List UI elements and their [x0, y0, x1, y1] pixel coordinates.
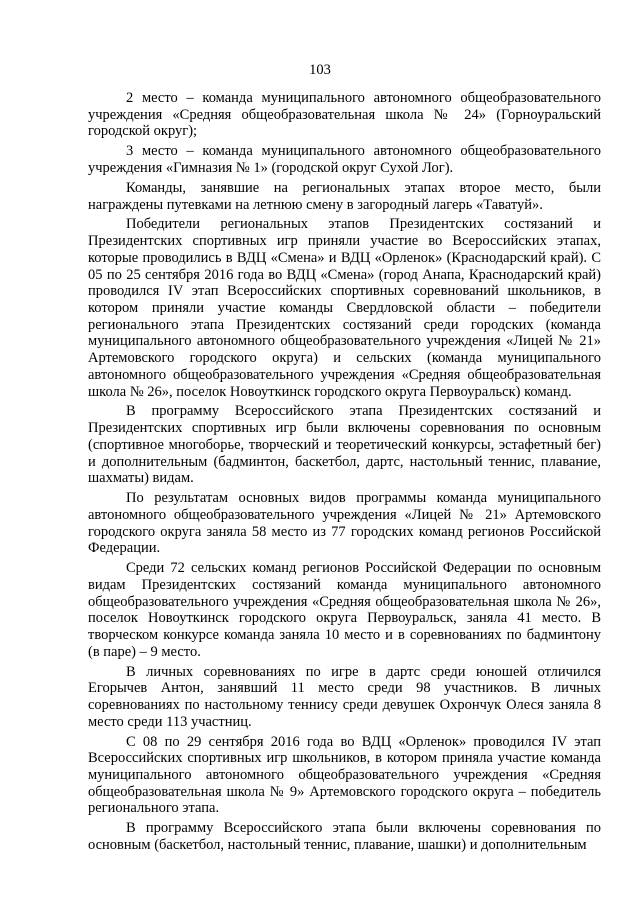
- paragraph-individual-results: В личных соревнованиях по игре в дартс среди юношей отличился Егорычев Антон, занявший 11 место среди 98 участников. В личных соревнованиях по настольному теннису среди девушек Охрончук Олеся заняла 8 место среди 113 участниц.: [88, 663, 601, 730]
- paragraph-program: В программу Всероссийского этапа Президентских состязаний и Президентских спортивных игр были включены соревнования по основным (спортивное многоборье, творческий и теоретический конкурсы, эстафетный бег) и дополнительным (бадминтон, баскетбол, дартс, настольный теннис, плавание, шахматы) видам.: [88, 403, 601, 487]
- paragraph-lyceum-21-results: По результатам основных видов программы команда муниципального автономного общеобразовательного учреждения «Лицей № 21» Артемовского городского округа заняла 58 место из 77 городских команд регионов Российской Федерации.: [88, 490, 601, 557]
- paragraph-camp-vouchers: Команды, занявшие на региональных этапах второе место, были награждены путевками на летнюю смену в загородный лагерь «Таватуй».: [88, 179, 601, 213]
- paragraph-orlenok-program: В программу Всероссийского этапа были включены соревнования по основным (баскетбол, настольный теннис, плавание, шашки) и дополнительным: [88, 820, 601, 853]
- paragraph-second-place: 2 место – команда муниципального автономного общеобразовательного учреждения «Средняя общеобразовательная школа № 24» (Горноуральский городской округ);: [88, 90, 601, 140]
- paragraph-all-russian-stages: Победители региональных этапов Президентских состязаний и Президентских спортивных игр приняли участие во Всероссийских этапах, которые проводились в ВДЦ «Смена» и ВДЦ «Орленок» (Краснодарский край). С 05 по 25 сентября 2016 года во ВДЦ «Смена» (город Анапа, Краснодарский край) проводился IV этап Всероссийских спортивных соревнований школьников, в котором приняли участие команды Свердловской области – победители регионального этапа Президентских состязаний среди городских (команда муниципального автономного общеобразовательного учреждения «Лицей № 21» Артемовского городского округа) и сельских (команда муниципального автономного общеобразовательного учреждения «Средняя общеобразовательная школа № 26», поселок Новоуткинск городского округа Первоуральск) команд.: [88, 216, 601, 400]
- paragraph-orlenok-stage: С 08 по 29 сентября 2016 года во ВДЦ «Орленок» проводился IV этап Всероссийских спортивных игр школьников, в котором приняла участие команда муниципального автономного общеобразовательного учреждения «Средняя общеобразовательная школа № 9» Артемовского городского округа – победитель регионального этапа.: [88, 733, 601, 817]
- paragraph-rural-teams-results: Среди 72 сельских команд регионов Российской Федерации по основным видам Президентских состязаний команда муниципального автономного общеобразовательного учреждения «Средняя общеобразовательная школа № 26», поселок Новоуткинск городского округа Первоуральск, заняла 41 место. В творческом конкурсе команда заняла 10 место и в соревнованиях по бадминтону (в паре) – 9 место.: [88, 560, 601, 660]
- paragraph-third-place: 3 место – команда муниципального автономного общеобразовательного учреждения «Гимназия № 1» (городской округ Сухой Лог).: [88, 143, 601, 176]
- document-body: [88, 90, 601, 857]
- page-number: 103: [309, 62, 331, 78]
